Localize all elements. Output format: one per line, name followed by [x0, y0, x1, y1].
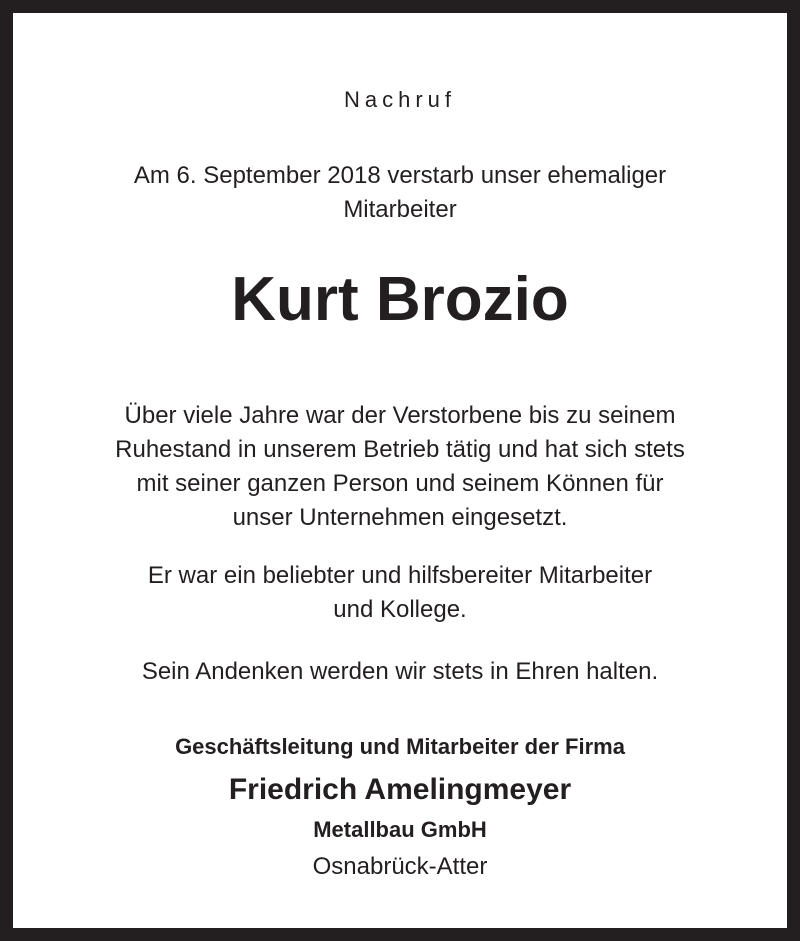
paragraph-3-line-1: Sein Andenken werden wir stets in Ehren halten. [141, 658, 659, 685]
deceased-name: Kurt Brozio [231, 265, 569, 334]
paragraph-2-line-1: Er war ein beliebter und hilfsbereiter Mitarbeiter [147, 562, 653, 589]
company-location: Osnabrück-Atter [312, 853, 488, 880]
signature-line: Geschäftsleitung und Mitarbeiter der Firma [175, 734, 625, 759]
paragraph-1-line-4: unser Unternehmen eingesetzt. [232, 504, 568, 531]
company-name: Friedrich Amelingmeyer [228, 773, 572, 806]
paragraph-1-line-3: mit seiner ganzen Person und seinem Können für [136, 470, 664, 497]
paragraph-1-line-1: Über viele Jahre war der Verstorbene bis zu seinem [124, 402, 676, 429]
paragraph-1-line-2: Ruhestand in unserem Betrieb tätig und hat sich stets [115, 436, 685, 463]
intro-line-2: Mitarbeiter [343, 196, 457, 223]
intro-line-1: Am 6. September 2018 verstarb unser ehemaliger [133, 162, 667, 189]
company-type: Metallbau GmbH [313, 817, 487, 842]
obituary-heading: Nachruf [343, 87, 457, 112]
paragraph-2-line-2: und Kollege. [333, 596, 467, 623]
